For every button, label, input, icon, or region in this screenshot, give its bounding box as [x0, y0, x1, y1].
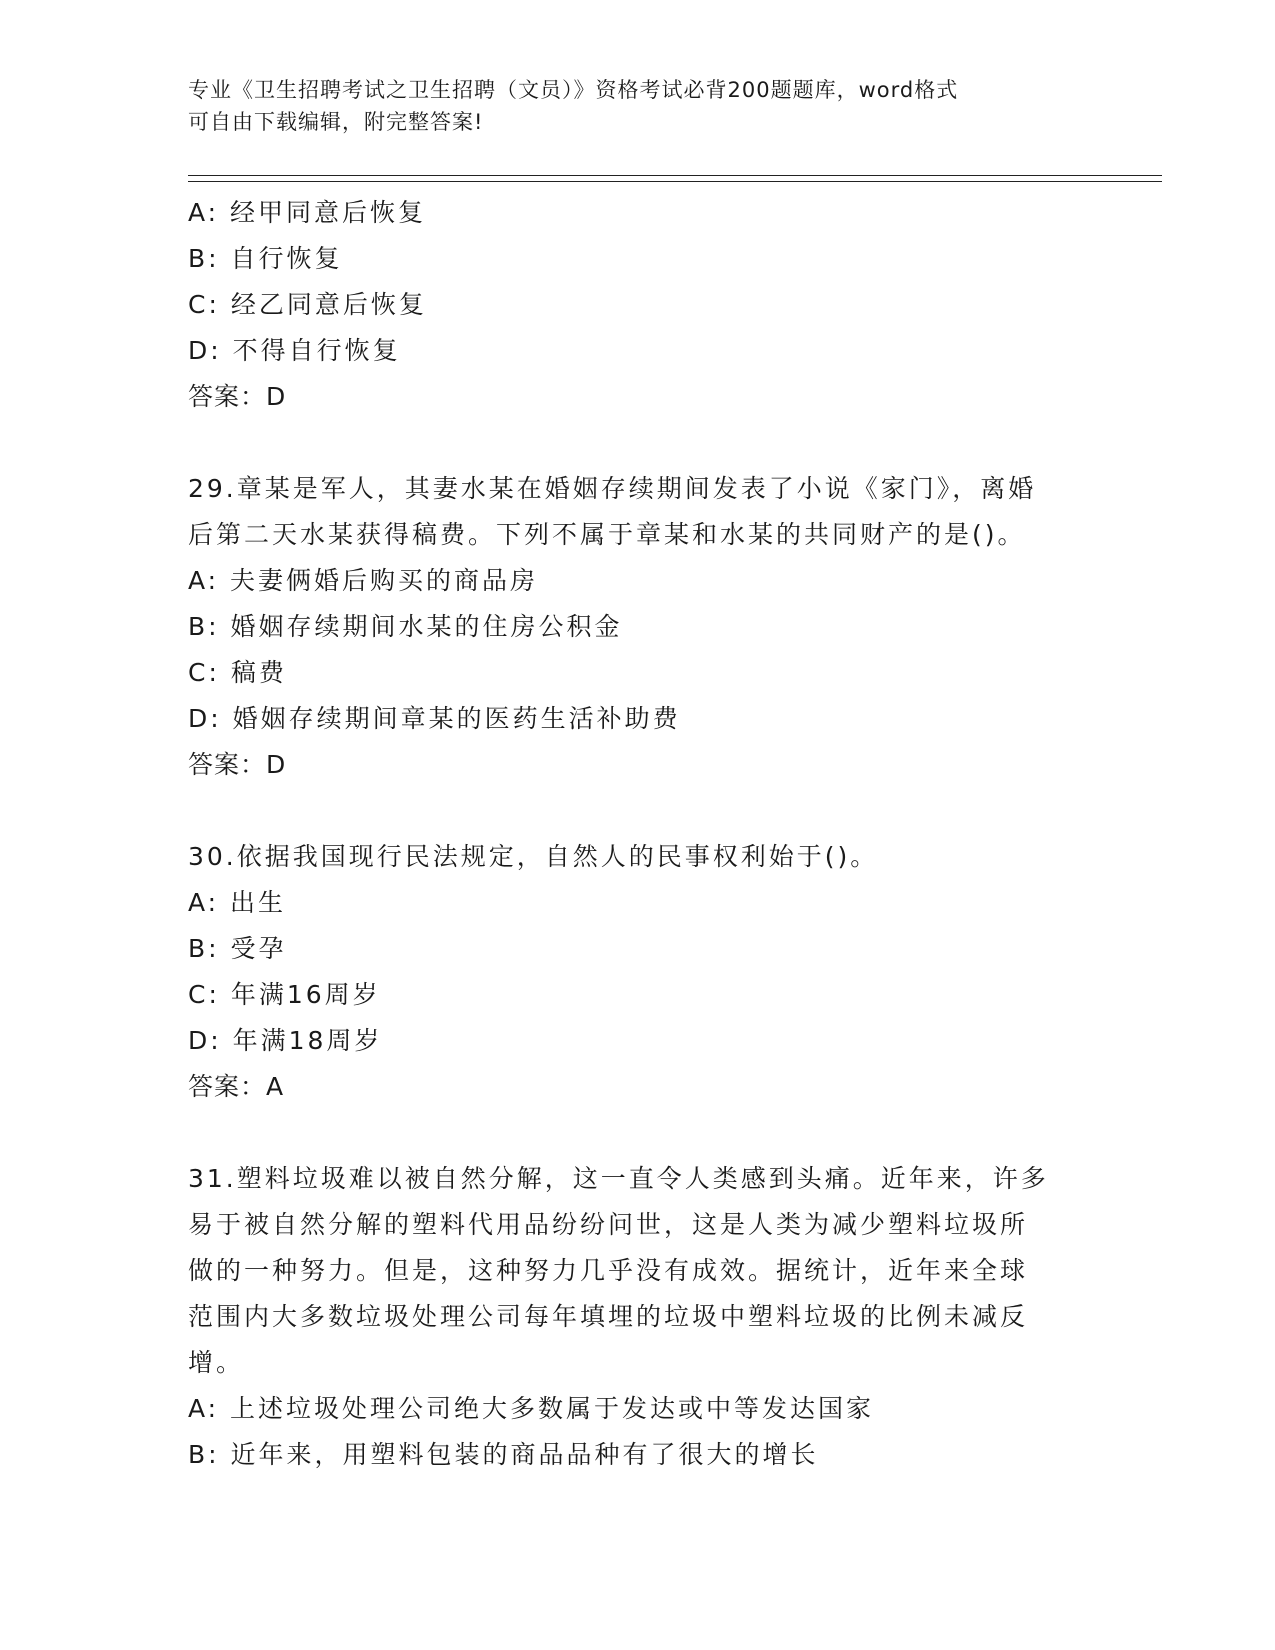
- answer: 答案：D: [188, 750, 287, 779]
- answer: 答案：A: [188, 1072, 285, 1101]
- option-d: D: 年满18周岁: [188, 1026, 383, 1055]
- question-stem-line: 易于被自然分解的塑料代用品纷纷问世，这是人类为减少塑料垃圾所: [188, 1210, 1029, 1239]
- option-b: B: 自行恢复: [188, 244, 343, 273]
- option-a: A: 上述垃圾处理公司绝大多数属于发达或中等发达国家: [188, 1394, 875, 1423]
- option-c: C: 经乙同意后恢复: [188, 290, 427, 319]
- question-28: [188, 190, 1088, 420]
- question-spacer: [188, 1110, 1088, 1156]
- header-divider-top: [188, 175, 1162, 176]
- option-a: A: 出生: [188, 888, 287, 917]
- question-spacer: [188, 788, 1088, 834]
- question-31: [188, 1156, 1088, 1478]
- question-spacer: [188, 420, 1088, 466]
- header-line-2: 可自由下载编辑，附完整答案!: [188, 110, 484, 134]
- question-stem-line: 范围内大多数垃圾处理公司每年填埋的垃圾中塑料垃圾的比例未减反: [188, 1302, 1029, 1331]
- question-stem-line: 后第二天水某获得稿费。下列不属于章某和水某的共同财产的是()。: [188, 520, 1026, 549]
- option-b: B: 近年来，用塑料包装的商品品种有了很大的增长: [188, 1440, 819, 1469]
- question-stem-line: 增。: [188, 1348, 245, 1377]
- header-line-1: 专业《卫生招聘考试之卫生招聘（文员）》资格考试必背200题题库，word格式: [188, 78, 959, 102]
- option-d: D: 婚姻存续期间章某的医药生活补助费: [188, 704, 681, 733]
- option-c: C: 年满16周岁: [188, 980, 381, 1009]
- question-stem-line: 29.章某是军人，其妻水某在婚姻存续期间发表了小说《家门》，离婚: [188, 474, 1037, 503]
- question-stem-line: 做的一种努力。但是，这种努力几乎没有成效。据统计，近年来全球: [188, 1256, 1029, 1285]
- option-a: A: 夫妻俩婚后购买的商品房: [188, 566, 539, 595]
- option-b: B: 受孕: [188, 934, 287, 963]
- question-30: [188, 834, 1088, 1110]
- question-stem-line: 31.塑料垃圾难以被自然分解，这一直令人类感到头痛。近年来，许多: [188, 1164, 1049, 1193]
- option-d: D: 不得自行恢复: [188, 336, 401, 365]
- document-header: [188, 74, 1088, 138]
- option-c: C: 稿费: [188, 658, 287, 687]
- header-divider-bottom: [188, 181, 1162, 182]
- question-29: [188, 466, 1088, 788]
- option-b: B: 婚姻存续期间水某的住房公积金: [188, 612, 623, 641]
- question-stem-line: 30.依据我国现行民法规定，自然人的民事权利始于()。: [188, 842, 879, 871]
- question-list: [188, 190, 1088, 1478]
- option-a: A: 经甲同意后恢复: [188, 198, 427, 227]
- answer: 答案：D: [188, 382, 287, 411]
